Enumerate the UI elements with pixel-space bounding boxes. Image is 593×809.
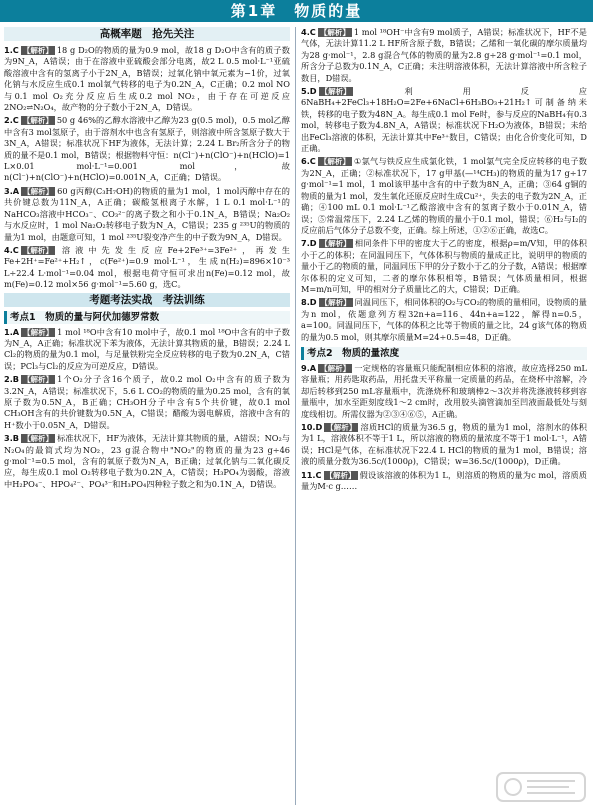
answer-text: 溶液中先发生反应Fe+2Fe³⁺=3Fe²⁺，再发生Fe+2H⁺=Fe²⁺+H₂↑，c(Fe²⁺)=0.9 mol·L⁻¹，生成n(H₂)=896×10⁻³ L÷22.4 L·mol⁻¹=0.04 mol，根据电荷守恒可求出n(Fe)=0.12 mol，故m(Fe)=0.12 mol×56 g·mol⁻¹=5.60 g，选C。: [4, 244, 290, 290]
answer-item: [301, 422, 587, 468]
analysis-tag: 【解析】: [23, 375, 54, 385]
subsection-heading: 考点2 物质的量浓度: [301, 347, 587, 360]
analysis-tag: 【解析】: [320, 298, 351, 308]
analysis-tag: 【解析】: [23, 434, 54, 444]
answer-text: 同温同压下，相同体积的O₂与CO₂的物质的量相同，设物质的量为n mol，依题意列方程32n+a=116、44n+a=122，解得n=0.5，a=100。同温同压下，气体的体积之比等于物质的量之比，24 g该气体的物质的量为0.5 mol，则其摩尔质量M=24÷0.5=48，D正确。: [301, 297, 587, 342]
question-number: 3.A: [4, 185, 20, 196]
subsection-heading: 考点1 物质的量与阿伏加德罗常数: [4, 311, 290, 324]
answer-item: [4, 327, 290, 373]
analysis-tag: 【解析】: [319, 28, 350, 37]
answer-item: [4, 245, 290, 291]
analysis-tag: 【解析】: [22, 46, 53, 55]
question-number: 8.D: [301, 297, 317, 308]
answer-item: [4, 115, 290, 183]
page-title: 第1章 物质的量: [230, 2, 363, 20]
question-number: 11.C: [301, 469, 322, 480]
analysis-tag: 【解析】: [319, 157, 350, 167]
answer-text: 相同条件下甲的密度大于乙的密度，根据ρ=m/V知，甲的体积小于乙的体积；在同温同压下，气体体积与物质的量成正比，说明甲的物质的量小于乙的物质的量，同温同压下甲的分子数小于乙的分子数，A错误；根据摩尔体积的定义可知，二者的摩尔体积相等，B错误；气体质量相同，根据M=m/n可知，甲的相对分子质量比乙的大，C错误；D正确。: [301, 238, 587, 294]
answer-text: 假设该溶液的体积为1 L，则溶质的物质的量为c mol，溶质质量为M·c g……: [301, 469, 587, 492]
answer-text: 标准状况下，HF为液体，无法计算其物质的量，A错误；NO₂与N₂O₄的最简式均为NO₂，23 g混合物中"NO₂"的物质的量为23 g÷46 g·mol⁻¹=0.5 mol，含有的氧原子数为N_A，B正确；过氧化钠与二氧化碳反应，每生成0.1 mol O₂转移电子数为0.2N_A，C错误；H₃PO₄为弱酸，溶液中H₂PO₄⁻、HPO₄²⁻、PO₄³⁻和H₃PO₄四种粒子数之和为0.1N_A，D错误。: [4, 433, 290, 489]
analysis-tag: 【解析】: [23, 327, 54, 337]
answer-text: 溶质HCl的质量为36.5 g，物质的量为1 mol，溶剂水的体积为1 L，溶液体积不等于1 L，所以溶液的物质的量浓度不等于1 mol·L⁻¹，A错误；HCl是气体，在标准状况下22.4 L HCl的物质的量为1 mol，B错误；溶液的质量分数为36.5c/(1000ρ)，C错误；w=36.5c/(1000ρ)，D正确。: [301, 422, 587, 467]
answer-item: [4, 374, 290, 431]
question-number: 7.D: [301, 238, 317, 249]
analysis-tag: 【解析】: [23, 186, 54, 196]
question-number: 10.D: [301, 422, 323, 432]
analysis-tag: 【解析】: [320, 363, 351, 373]
answer-text: 50 g 46%的乙醇水溶液中乙醇为23 g(0.5 mol)，0.5 mol乙醇中含有3 mol氢原子，由于溶剂水中也含有氢原子，则溶液中所含氢原子数大于3N_A，A错误；标准状况下HF为液体，无法计算；2.24 L Br₂所含分子的物质的量不是0.1 mol，B错误；根据物料守恒：n(Cl⁻)+n(ClO⁻)+n(HClO)=1 L×0.01 mol·L⁻¹=0.001 mol，故n(Cl⁻)+n(ClO⁻)+n(HClO)=0.001N_A，C正确；D错误。: [4, 115, 290, 183]
analysis-tag: 【解析】: [22, 116, 53, 126]
analysis-tag: 【解析】: [22, 245, 53, 255]
answer-text: 一定规格的容量瓶只能配制相应体积的溶液，故应选择250 mL容量瓶；用药匙取药品，用托盘天平称量一定质量的药品，在烧杯中溶解，冷却后转移到250 mL容量瓶中，洗涤烧杯和玻璃棒2～3次并将洗涤液转移到容量瓶中，加水至距刻度线1～2 cm时，改用胶头滴管滴加至凹液面最低处与刻度线相切。所需仪器为②③④⑥⑤，A正确。: [301, 362, 587, 419]
watermark-logo: [495, 769, 587, 805]
question-number: 6.C: [301, 156, 316, 167]
question-number: 2.B: [4, 374, 20, 385]
answer-text: 1 mol ¹⁸OH⁻中含有9 mol质子，A错误；标准状况下，HF不是气体，无法计算11.2 L HF所含原子数，B错误；乙烯和一氧化碳的摩尔质量均为28 g·mol⁻¹，2.8 g混合气体的物质的量为2.8 g÷28 g·mol⁻¹=0.1 mol，所含分子总数为0.1N_A，C正确；未注明溶液体积，无法计算溶液中所含粒子数目，D错误。: [301, 27, 587, 83]
analysis-tag: 【解析】: [320, 239, 351, 249]
question-number: 1.C: [4, 45, 19, 55]
analysis-tag: 【解析】: [325, 470, 356, 480]
analysis-tag: 【解析】: [326, 423, 357, 432]
question-number: 2.C: [4, 115, 19, 126]
question-number: 3.B: [4, 433, 20, 444]
question-number: 1.A: [4, 326, 20, 337]
answer-item: [4, 433, 290, 490]
column-divider: [295, 27, 296, 805]
section-heading: 高概率题 抢先关注: [4, 27, 290, 41]
answer-item: [301, 156, 587, 236]
question-number: 4.C: [4, 244, 19, 255]
answer-item: [301, 470, 587, 493]
answer-text: 利用反应6NaBH₄+2FeCl₃+18H₂O=2Fe+6NaCl+6H₃BO₃+21H₂↑可制备纳米铁，转移的电子数为48N_A。每生成0.1 mol Fe时，参与反应的NaBH₄有0.3 mol，转移电子数为4.8N_A，A错误；标准状况下H₂O为液体，B错误；未给出FeCl₃溶液的体积，无法计算其中Fe³⁺数目，C错误；由化合价变化可知，D正确。: [301, 86, 587, 154]
section-heading: 考题考法实战 考法训练: [4, 293, 290, 307]
answer-item: [4, 45, 290, 113]
answer-item: [301, 297, 587, 343]
answer-text: 18 g D₂O的物质的量为0.9 mol，故18 g D₂O中含有的质子数为9N_A，A错误；由于在溶液中亚硫酸会部分电离，故2 L 0.5 mol·L⁻¹亚硫酸溶液中含有的氢离子小于2N_A，B错误；过氧化钠中氧元素为−1价，过氧化钠与水反应生成0.1 mol氧气转移的电子为0.2N_A，C正确；0.2 mol NO与0.1 mol O₂充分反应后生成0.2 mol NO₂，由于存在可逆反应2NO₂⇌N₂O₄，故产物的分子数小于2N_A，D错误。: [4, 45, 290, 113]
answer-item: [301, 238, 587, 295]
right-column: [301, 27, 587, 805]
answer-item: [301, 363, 587, 420]
answer-item: [4, 186, 290, 243]
left-column: [4, 27, 290, 805]
answer-item: [301, 86, 587, 154]
question-number: 4.C: [301, 27, 316, 37]
question-number: 9.A: [301, 362, 317, 373]
question-number: 5.D: [301, 86, 317, 97]
analysis-tag: 【解析】: [320, 87, 351, 97]
answer-text: 1个O₂分子含16个质子，故0.2 mol O₂中含有的质子数为3.2N_A，A错误；标准状况下，5.6 L CO₂的物质的量为0.25 mol，含有的氧原子数为0.5N_A，B正确；CH₃OH分子中含有5个共价键，故0.1 mol CH₃OH含有的共价键数为0.5N_A，C错误；醋酸为弱电解质，溶液中含有的H⁺数小于0.05N_A，D错误。: [4, 374, 290, 430]
answer-text: 60 g丙醇(C₃H₇OH)的物质的量为1 mol，1 mol丙醇中存在的共价键总数为11N_A，A正确；碳酸氢根离子水解，1 L 0.1 mol·L⁻¹的NaHCO₃溶液中HCO₃⁻、CO₃²⁻的离子数之和小于0.1N_A，B错误；Na₂O₂与水反应时，1 mol Na₂O₂转移电子数为N_A，C错误；235 g ²³⁵U的物质的量为1 mol，由题意可知，1 mol ²³⁵U裂变净产生的中子数为9N_A，D错误。: [4, 185, 290, 242]
answer-item: [301, 27, 587, 84]
answer-text: ①氯气与铁反应生成氯化铁，1 mol氯气完全反应转移的电子数为2N_A，正确；②标准状况下，17 g甲基(—¹⁴CH₃)的物质的量为17 g÷17 g·mol⁻¹=1 mol，1 mol该甲基中含有的中子数为8N_A，正确；③64 g铜的物质的量为1 mol，发生氧化还原反应时生成Cu²⁺，失去的电子数为2N_A，正确；④100 mL 0.1 mol·L⁻¹乙酸溶液中含有的氢离子数小于0.01N_A，错误；⑤常温常压下，2.24 L乙烯的物质的量小于0.1 mol，错误；⑥H₂与I₂的反应前后气体分子总数不变，正确。综上所述，①②⑥正确，故选C。: [301, 156, 587, 235]
answer-text: 1 mol ¹⁸O中含有10 mol中子，故0.1 mol ¹⁸O中含有的中子数为N_A，A正确；标准状况下苯为液体，无法计算其物质的量，B错误；2.24 L Cl₂的物质的量为0.1 mol，与足量铁粉完全反应转移的电子数为0.2N_A，C错误；PCl₃与Cl₂的反应为可逆反应，D错误。: [4, 326, 290, 371]
